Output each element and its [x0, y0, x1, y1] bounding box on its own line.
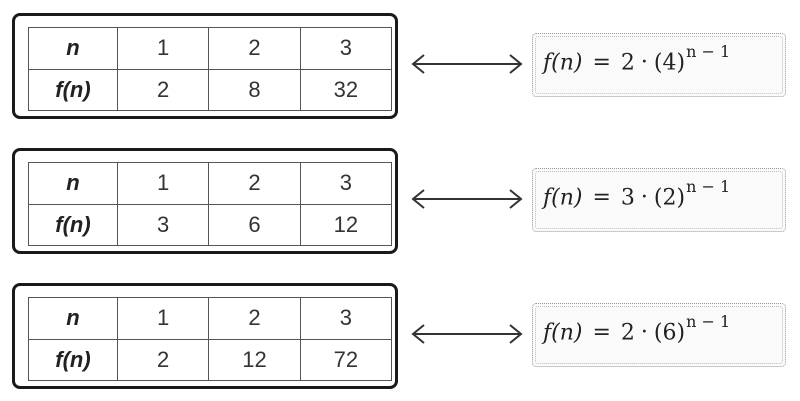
n-value-3: 3 [300, 28, 391, 70]
fn-value-1: 3 [118, 204, 209, 246]
formula-lhs: f(n) [543, 320, 583, 346]
double-headed-arrow-icon [408, 319, 526, 349]
formula-base: (4) [653, 50, 686, 76]
formula-text [543, 42, 731, 76]
formula-tile-2[interactable] [532, 168, 786, 232]
n-header: n [29, 163, 118, 205]
formula-coefficient: 2 [620, 50, 635, 76]
n-value-1: 1 [118, 28, 209, 70]
matching-row-2 [0, 148, 800, 258]
function-table-2 [28, 162, 392, 246]
fn-value-2: 8 [209, 69, 300, 111]
formula-text [543, 177, 731, 211]
fn-value-1: 2 [118, 339, 209, 381]
fn-value-3: 12 [300, 204, 391, 246]
double-headed-arrow-icon [408, 49, 526, 79]
n-value-2: 2 [209, 28, 300, 70]
formula-dot: · [640, 50, 648, 76]
formula-coefficient: 2 [620, 320, 635, 346]
formula-text [543, 312, 731, 346]
fn-row [29, 69, 392, 111]
fn-value-3: 72 [300, 339, 391, 381]
fn-header: f(n) [29, 204, 118, 246]
formula-lhs: f(n) [543, 185, 583, 211]
fn-header: f(n) [29, 69, 118, 111]
n-value-1: 1 [118, 298, 209, 340]
formula-equals: = [592, 320, 611, 346]
matching-row-3 [0, 283, 800, 393]
formula-dot: · [640, 320, 648, 346]
fn-value-3: 32 [300, 69, 391, 111]
table-card-3[interactable] [12, 283, 398, 389]
table-card-1[interactable] [12, 13, 398, 119]
matching-row-1 [0, 13, 800, 123]
formula-equals: = [592, 185, 611, 211]
fn-row [29, 204, 392, 246]
formula-base: (6) [653, 320, 686, 346]
n-header: n [29, 28, 118, 70]
formula-exponent: n − 1 [686, 42, 731, 61]
fn-value-1: 2 [118, 69, 209, 111]
formula-dot: · [640, 185, 648, 211]
formula-lhs: f(n) [543, 50, 583, 76]
function-table-1 [28, 27, 392, 111]
fn-row [29, 339, 392, 381]
formula-equals: = [592, 50, 611, 76]
n-value-1: 1 [118, 163, 209, 205]
formula-tile-3[interactable] [532, 303, 786, 367]
n-value-2: 2 [209, 298, 300, 340]
fn-value-2: 6 [209, 204, 300, 246]
formula-base: (2) [653, 185, 686, 211]
formula-coefficient: 3 [620, 185, 635, 211]
formula-tile-1[interactable] [532, 33, 786, 97]
n-value-2: 2 [209, 163, 300, 205]
fn-header: f(n) [29, 339, 118, 381]
double-headed-arrow-icon [408, 184, 526, 214]
function-table-3 [28, 297, 392, 381]
n-row [29, 298, 392, 340]
n-value-3: 3 [300, 298, 391, 340]
n-header: n [29, 298, 118, 340]
table-card-2[interactable] [12, 148, 398, 254]
n-value-3: 3 [300, 163, 391, 205]
fn-value-2: 12 [209, 339, 300, 381]
n-row [29, 163, 392, 205]
formula-exponent: n − 1 [686, 177, 731, 196]
n-row [29, 28, 392, 70]
formula-exponent: n − 1 [686, 312, 731, 331]
